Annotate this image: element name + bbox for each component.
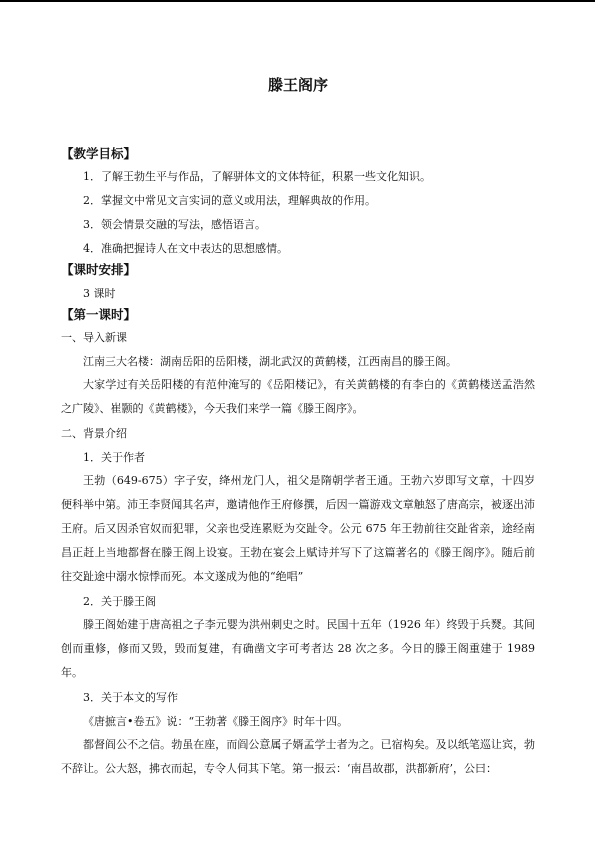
writing-heading: 3．关于本文的写作 <box>83 691 178 704</box>
pavilion-paragraph: 滕王阁始建于唐高祖之子李元婴为洪州刺史之时。民国十五年（1926 年）终毁于兵燹。其间创而重修，修而又毁，毁而复建，有确凿文字可考者达 28 次之多。今日的滕王阁重建于 1989 年。 <box>61 618 535 679</box>
goal-item-1: 1．了解王勃生平与作品，了解骈体文的文体特征，积累一些文化知识。 <box>83 170 431 183</box>
document-title: 滕王阁序 <box>267 76 328 94</box>
writing-paragraph-1: 《唐摭言•卷五》说：“王勃著《滕王阁序》时年十四。 <box>83 715 349 728</box>
goal-item-4: 4．准确把握诗人在文中表达的思想感情。 <box>83 242 288 255</box>
intro-paragraph-2: 大家学过有关岳阳楼的有范仲淹写的《岳阳楼记》，有关黄鹤楼的有李白的《黄鹤楼送孟浩然之广陵》、崔颢的《黄鹤楼》，今天我们来学一篇《滕王阁序》。 <box>61 378 535 415</box>
writing-paragraph-2: 都督阎公不之信。勃虽在座，而阎公意属子婿孟学士者为之。已宿构矣。及以纸笔巡让宾，勃不辞让。公大怒，拂衣而起，专令人伺其下笔。第一报云：‘南昌故郡，洪都新府’，公曰： <box>61 738 535 775</box>
section-heading-goals: 【教学目标】 <box>61 146 137 161</box>
goal-item-3: 3．领会情景交融的写法，感悟语言。 <box>83 218 266 231</box>
subsection-heading-intro: 一、导入新课 <box>61 331 127 344</box>
subsection-heading-background: 二、背景介绍 <box>61 427 127 440</box>
section-heading-schedule: 【课时安排】 <box>61 262 137 277</box>
pavilion-heading: 2．关于滕王阁 <box>83 595 156 608</box>
goal-item-2: 2．掌握文中常见文言实词的意义或用法，理解典故的作用。 <box>83 194 376 207</box>
author-heading: 1．关于作者 <box>83 451 145 464</box>
schedule-text: 3 课时 <box>83 287 116 300</box>
intro-paragraph-1: 江南三大名楼：湖南岳阳的岳阳楼，湖北武汉的黄鹤楼，江西南昌的滕王阁。 <box>83 355 457 368</box>
header-rule <box>0 0 595 2</box>
author-paragraph: 王勃（649-675）字子安，绛州龙门人，祖父是隋朝学者王通。王勃六岁即写文章，十四岁便科举中第。沛王李贤闻其名声，邀请他作王府修撰，后因一篇游戏文章触怒了唐高宗，被逐出沛王府。后又因杀官奴而犯罪，父亲也受连累贬为交趾令。公元 675 年王勃前往交趾省亲，途经南昌正赶上当地都督在滕王阁上设宴。王勃在宴会上赋诗并写下了这篇著名的《滕王阁序》。随后前往交趾途中溺水惊悸而死。本文遂成为他的“绝唱” <box>61 474 535 583</box>
section-heading-lesson1: 【第一课时】 <box>61 307 137 322</box>
